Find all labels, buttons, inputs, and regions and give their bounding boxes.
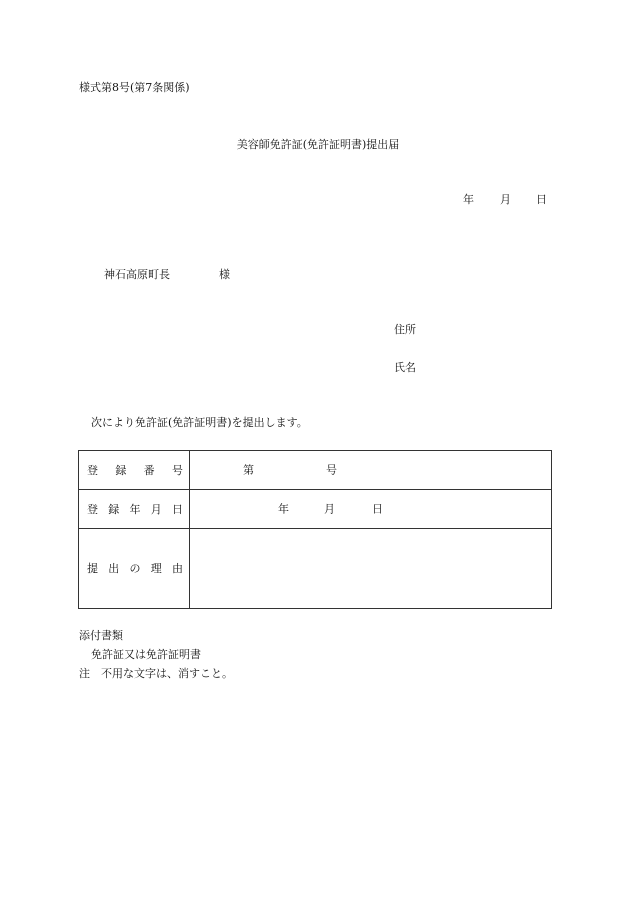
note-text: 不用な文字は、消すこと。 — [101, 667, 233, 680]
intro-statement: 次により免許証(免許証明書)を提出します。 — [91, 416, 308, 429]
attachments-item: 免許証又は免許証明書 — [91, 648, 201, 661]
label-char: 提 — [87, 562, 98, 576]
label-char: 番 — [143, 463, 155, 477]
label-char: 録 — [108, 502, 120, 516]
registration-date-label — [79, 490, 190, 529]
label-char: 登 — [87, 463, 98, 477]
label-char: 日 — [172, 502, 183, 516]
label-char: 月 — [150, 502, 162, 516]
label-char: 由 — [172, 562, 183, 576]
registration-number-suffix: 号 — [326, 463, 337, 477]
table-row-reason — [79, 529, 552, 609]
label-char: 登 — [87, 502, 98, 516]
registration-date-year: 年 — [278, 502, 289, 516]
form-number: 様式第8号(第7条関係) — [79, 81, 190, 94]
table-row-registration-date — [79, 490, 552, 529]
date-year-label: 年 — [463, 193, 474, 206]
note-label: 注 — [79, 667, 90, 680]
attachments-heading: 添付書類 — [79, 629, 123, 642]
label-char: 出 — [108, 562, 120, 576]
registration-date-month: 月 — [324, 502, 335, 516]
submission-table — [78, 450, 552, 609]
addressee-honorific: 様 — [219, 268, 230, 281]
applicant-address-label: 住所 — [394, 323, 416, 336]
date-day-label: 日 — [536, 193, 547, 206]
table-row-registration-number — [79, 451, 552, 490]
label-char: 年 — [129, 502, 141, 516]
date-month-label: 月 — [500, 193, 511, 206]
addressee-name: 神石高原町長 — [104, 268, 170, 281]
label-char: の — [129, 562, 141, 576]
registration-date-day: 日 — [372, 502, 383, 516]
document-title: 美容師免許証(免許証明書)提出届 — [236, 138, 400, 151]
registration-number-prefix: 第 — [243, 463, 254, 477]
label-char: 録 — [115, 463, 127, 477]
registration-date-field[interactable] — [190, 490, 552, 529]
reason-label — [79, 529, 190, 609]
reason-field[interactable] — [190, 529, 552, 609]
registration-number-label — [79, 451, 190, 490]
registration-number-field[interactable] — [190, 451, 552, 490]
label-char: 号 — [171, 463, 183, 477]
applicant-name-label: 氏名 — [394, 361, 416, 374]
label-char: 理 — [150, 562, 162, 576]
